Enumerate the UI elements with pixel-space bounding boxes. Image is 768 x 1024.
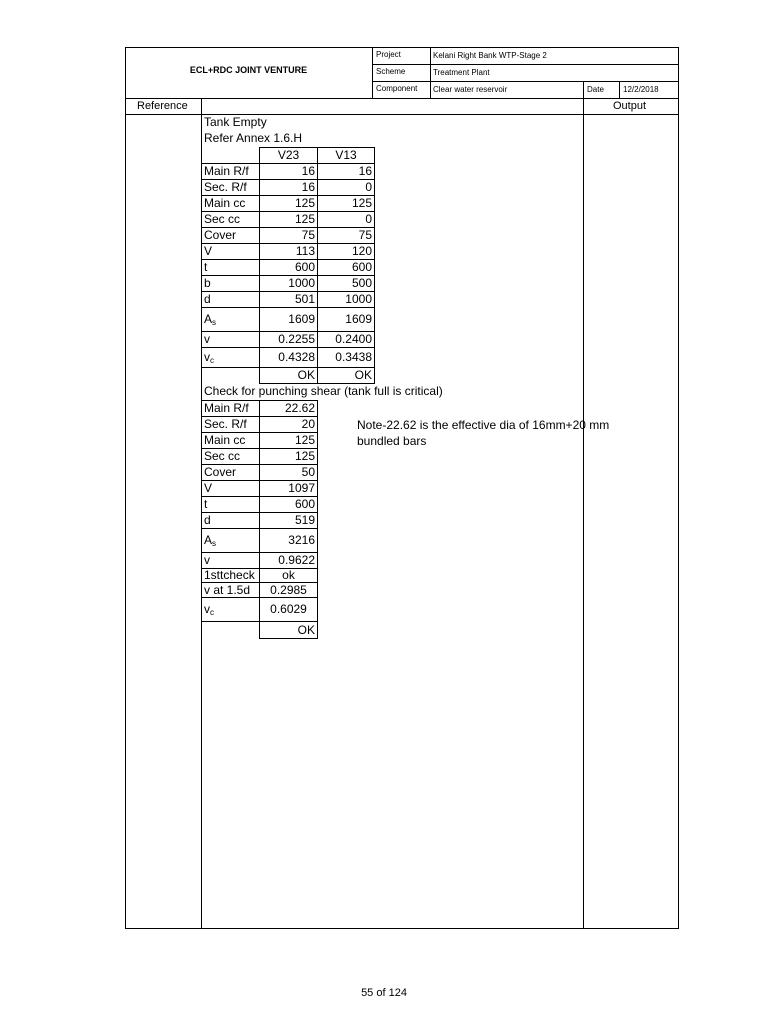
punching-value: 125 [259,448,318,465]
date-label: Date [587,85,604,94]
row-label: $v_c$ [201,597,260,622]
row-label: v [201,331,260,348]
punching-value: 50 [259,464,318,481]
component-label: Component [376,84,418,93]
v13-value: 1609 [317,307,375,332]
row-label: V [201,480,260,497]
punching-ok-result: OK [259,621,318,639]
note-line-1: Note-22.62 is the effective dia of 16mm+20 mm [357,418,610,432]
tank-empty-title: Tank Empty [204,115,267,129]
punching-value: 3216 [259,528,318,553]
row-label: Sec cc [201,211,260,228]
date-value: 12/2/2018 [623,85,659,94]
v13-value: 0.3438 [317,347,375,368]
punching-value: 0.2985 [259,582,318,598]
header-top-line [125,47,679,48]
row-label: V [201,243,260,260]
scheme-value: Treatment Plant [433,68,490,77]
scheme-label: Scheme [376,67,406,76]
row-label: Sec cc [201,448,260,465]
frame-bottom-line [125,928,679,929]
punching-value: 0.9622 [259,552,318,569]
project-label: Project [376,50,401,59]
v13-value: 0 [317,179,375,196]
v23-value: 0.2255 [259,331,318,348]
note-line-2: bundled bars [357,434,427,448]
ok-result-v13: OK [317,367,375,384]
header-divider-1 [372,47,373,98]
company-name: ECL+RDC JOINT VENTURE [189,65,308,75]
v23-value: 501 [259,291,318,308]
header-bottom-line [125,98,679,99]
punching-value: 20 [259,416,318,433]
punching-value: 600 [259,496,318,513]
v23-value: 1609 [259,307,318,332]
row-label: d [201,291,260,308]
row-label: b [201,275,260,292]
header-row-line-1 [372,64,679,65]
v13-value: 0 [317,211,375,228]
v13-value: 500 [317,275,375,292]
v23-value: 16 [259,179,318,196]
v23-value: 1000 [259,275,318,292]
row-label: d [201,512,260,529]
row-label: Main cc [201,432,260,449]
ok-result-v23: OK [259,367,318,384]
v23-value: 600 [259,259,318,276]
row-label: $A_s$ [201,307,260,332]
row-label: Sec. R/f [201,179,260,196]
page-number: 55 of 124 [361,987,407,999]
row-label: $A_s$ [201,528,260,553]
header-row-line-2 [372,81,679,82]
row-label: v at 1.5d [201,582,260,598]
v23-value: 113 [259,243,318,260]
row-label: v [201,552,260,569]
v13-value: 120 [317,243,375,260]
row-label: 1sttcheck [201,568,260,583]
frame-left-line [125,47,126,929]
row-label: t [201,496,260,513]
punching-value: 22.62 [259,400,318,417]
v13-value: 125 [317,195,375,212]
component-value: Clear water reservoir [433,85,508,94]
row-label: Cover [201,464,260,481]
output-label: Output [613,100,647,112]
frame-right-line [678,47,679,929]
v23-value: 0.4328 [259,347,318,368]
v23-value: 75 [259,227,318,244]
v23-value: 125 [259,195,318,212]
punching-value: 519 [259,512,318,529]
row-label: Sec. R/f [201,416,260,433]
row-label: Main cc [201,195,260,212]
v13-value: 1000 [317,291,375,308]
column-header-v23: V23 [259,147,318,164]
v13-value: 0.2400 [317,331,375,348]
punching-value: 1097 [259,480,318,497]
output-column-line [583,98,584,929]
v13-value: 16 [317,163,375,180]
refer-annex: Refer Annex 1.6.H [204,131,303,145]
row-label: t [201,259,260,276]
v23-value: 16 [259,163,318,180]
row-label: Cover [201,227,260,244]
header-divider-2 [430,47,431,98]
punching-value: ok [259,568,318,583]
punching-shear-title: Check for punching shear (tank full is critical) [204,384,443,398]
row-label: Main R/f [201,400,260,417]
row-label: Main R/f [201,163,260,180]
v13-value: 600 [317,259,375,276]
project-value: Kelani Right Bank WTP-Stage 2 [433,51,547,60]
row-label: $v_c$ [201,347,260,368]
punching-value: 125 [259,432,318,449]
v13-value: 75 [317,227,375,244]
punching-value: 0.6029 [259,597,318,622]
header-divider-date [583,81,584,98]
v23-value: 125 [259,211,318,228]
reference-label: Reference [137,100,188,112]
header-divider-date-value [619,81,620,98]
column-header-v13: V13 [317,147,375,164]
